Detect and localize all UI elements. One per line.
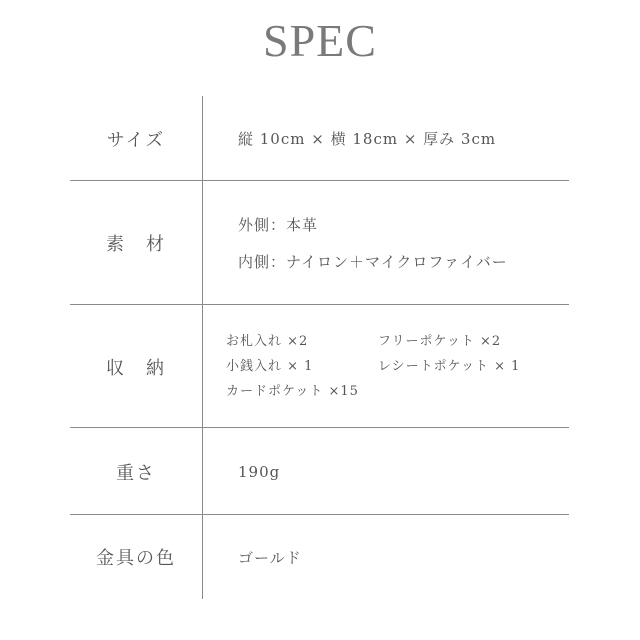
spec-table — [70, 96, 569, 599]
row-label-hardware-color: 金具の色 — [96, 548, 176, 569]
size-value: 縦 10cm × 横 18cm × 厚み 3cm — [238, 130, 497, 148]
row-label-storage: 収 納 — [106, 357, 166, 379]
row-label-size: サイズ — [106, 129, 166, 151]
row-weight — [70, 428, 569, 515]
row-value-size — [238, 96, 569, 181]
spec-title: SPEC — [263, 15, 377, 66]
row-hardware-color — [70, 515, 569, 599]
material-inner: 内側：ナイロン＋マイクロファイバー — [238, 253, 508, 271]
row-value-storage — [226, 305, 569, 428]
storage-item-card: カードポケット ×15 — [226, 384, 359, 399]
row-label-material: 素 材 — [106, 234, 166, 255]
hardware-color-value: ゴールド — [238, 548, 302, 567]
storage-item-free-pocket: フリーポケット ×2 — [378, 334, 502, 349]
row-label-weight: 重さ — [116, 462, 156, 484]
row-size — [70, 96, 569, 181]
storage-item-receipt: レシートポケット × 1 — [378, 359, 521, 374]
row-value-material — [238, 181, 569, 305]
row-value-weight — [238, 428, 569, 515]
row-value-hardware-color — [238, 515, 569, 599]
storage-item-bills: お札入れ ×2 — [226, 334, 309, 349]
storage-item-coin: 小銭入れ × 1 — [226, 359, 314, 374]
material-outer: 外側：本革 — [238, 216, 319, 234]
row-storage — [70, 305, 569, 428]
weight-value: 190g — [238, 462, 281, 481]
row-material — [70, 181, 569, 305]
